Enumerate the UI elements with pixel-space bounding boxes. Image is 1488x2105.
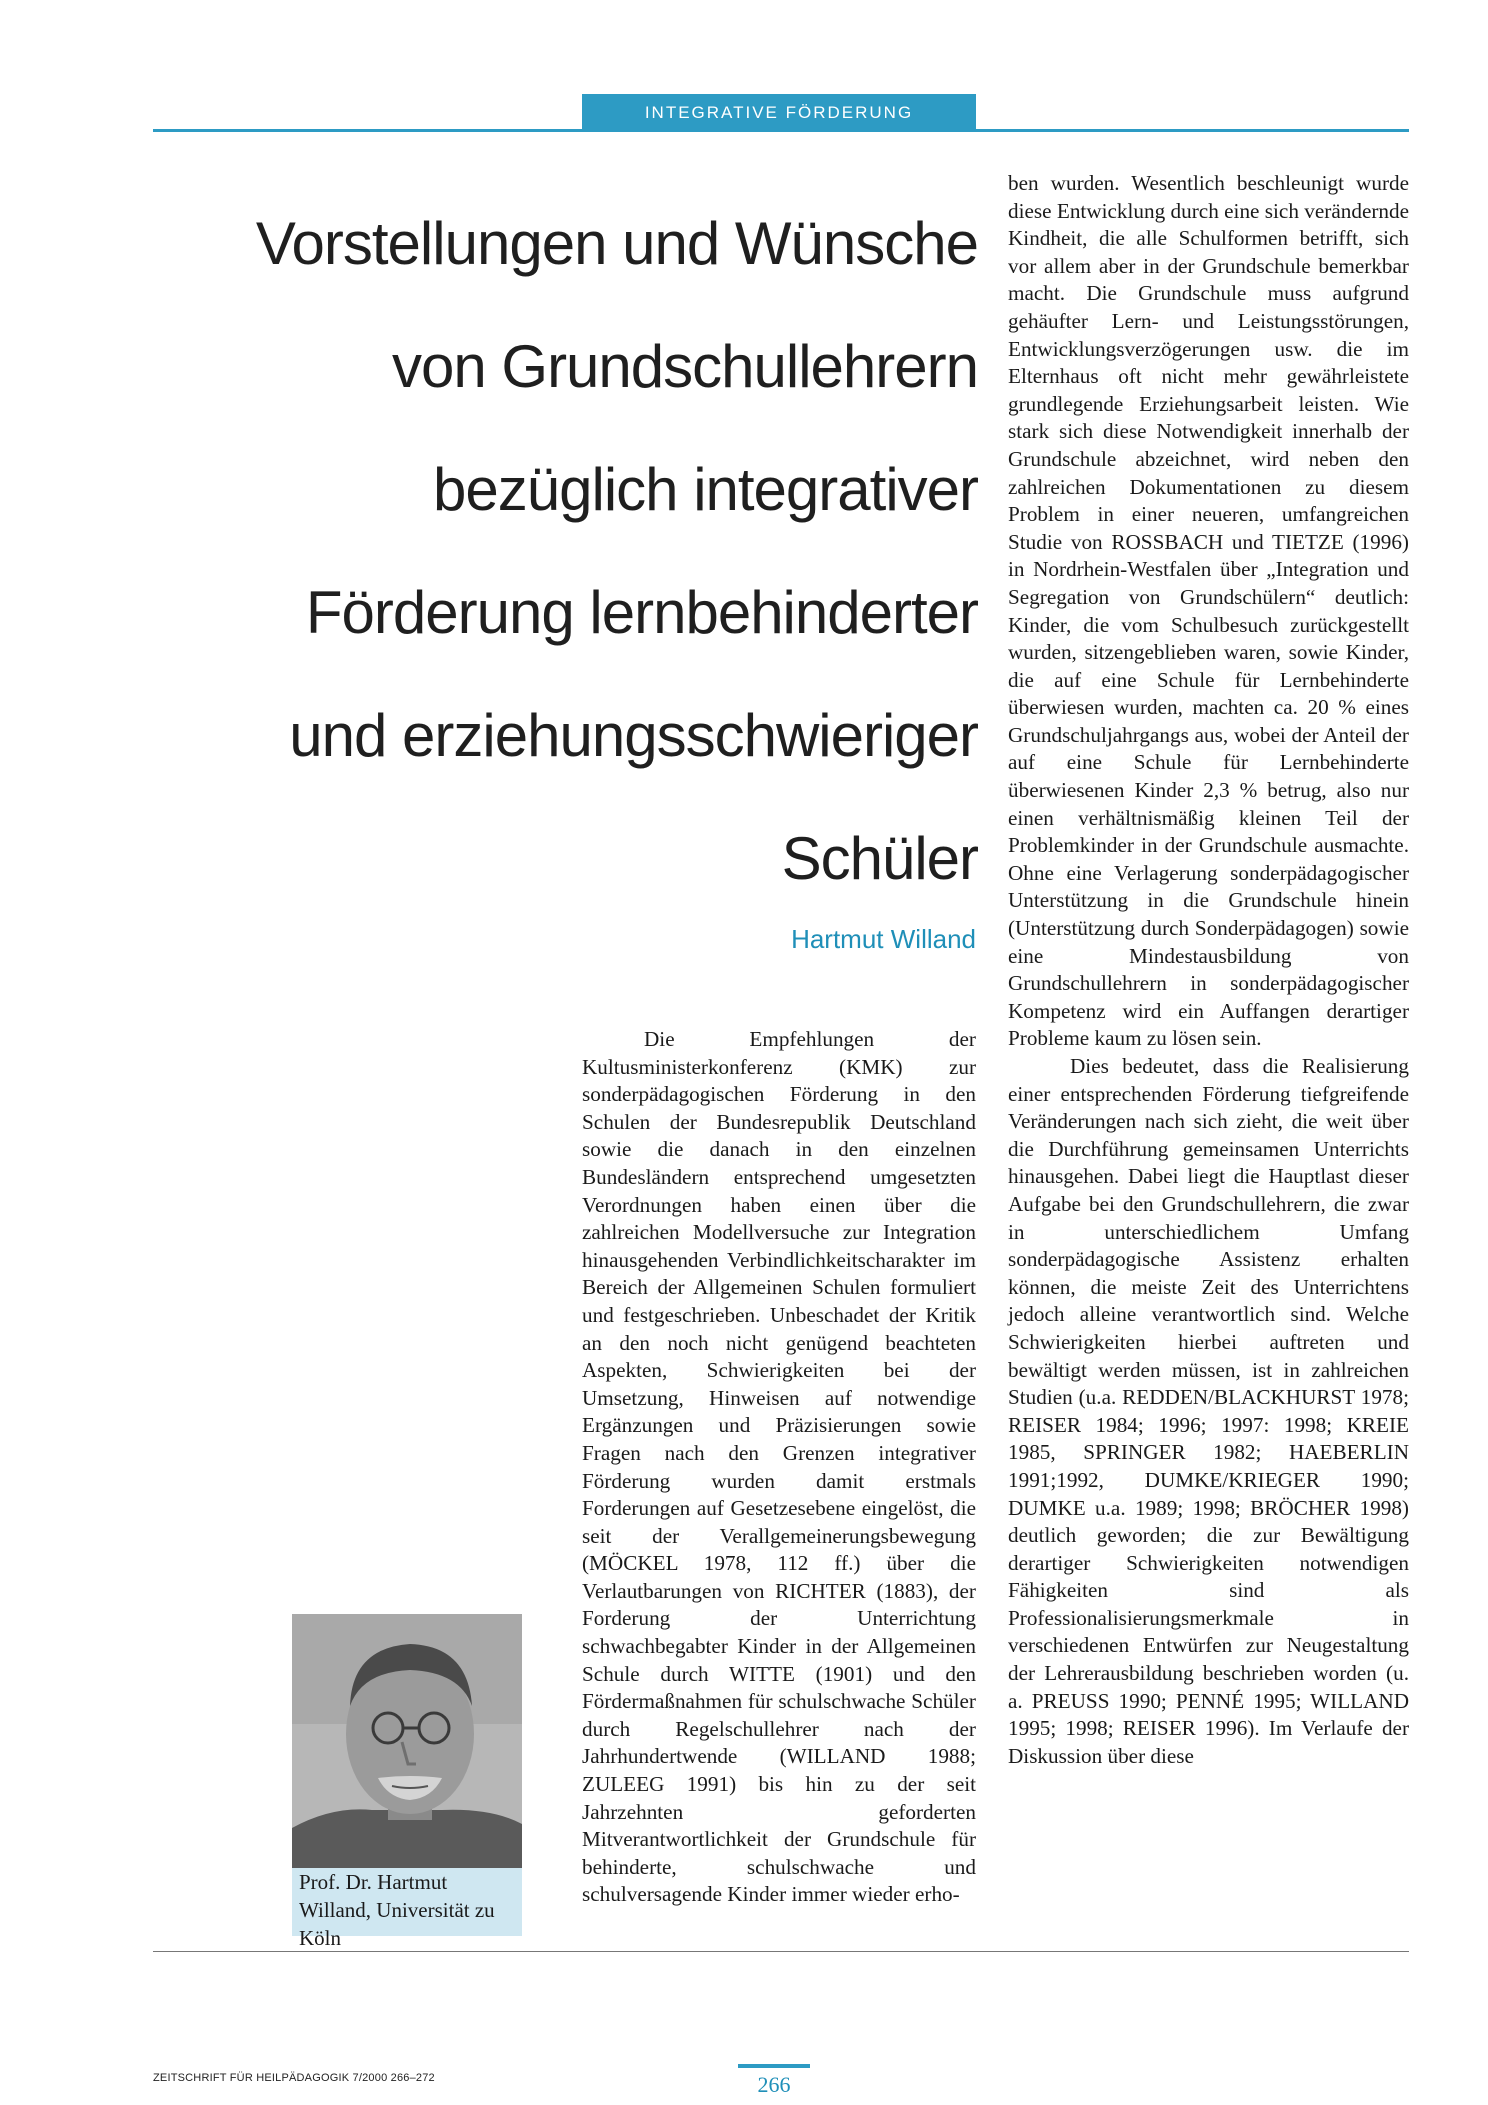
title-line: Schüler bbox=[781, 825, 978, 892]
section-label: INTEGRATIVE FÖRDERUNG bbox=[582, 94, 976, 130]
body-paragraph: ben wurden. Wesentlich beschleunigt wurde diese Entwicklung durch eine sich verändernde Kindheit, die alle Schulformen betrifft, sich vor allem aber in der Grundschule bemerkbar macht. Die Grundschule muss aufgrund gehäufter Lern- und Leistungsstörungen, Entwicklungsverzögerungen usw. die im Elternhaus oft nicht mehr gewährleistete grundlegende Erziehungsarbeit leisten. Wie stark sich diese Notwendigkeit innerhalb der Grundschule abzeichnet, wird neben den zahlreichen Dokumentationen zu diesem Problem in einer neueren, umfangreichen Studie von ROSSBACH und TIETZE (1996) in Nordrhein-Westfalen über „Integration und Segregation von Grundschülern“ deutlich: Kinder, die vom Schulbesuch zurückgestellt wurden, sitzengeblieben waren, sowie Kinder, die auf eine Schule für Lernbehinderte überwiesen wurden, machten ca. 20 % eines Grundschuljahrgangs aus, wobei der Anteil der auf eine Schule für Lernbehinderte überwiesenen Kinder 2,3 % betrug, also nur einen verhältnismäßig kleinen Teil der Problemkinder in der Grundschule ausmachte. Ohne eine Verlagerung sonderpädagogischer Unterstützung in die Grundschule hinein (Unterstützung durch Sonderpädagogen) sowie eine Mindestausbildung von Grundschullehrern in sonderpädagogischer Kompetenz wird ein Auffangen derartiger Probleme kaum zu lösen sein. bbox=[1008, 171, 1409, 1051]
article-title bbox=[180, 182, 978, 920]
photo-caption: Prof. Dr. Hartmut Willand, Universität zu Köln bbox=[299, 1870, 495, 1950]
body-column-middle bbox=[582, 1026, 976, 1909]
journal-reference: ZEITSCHRIFT FÜR HEILPÄDAGOGIK 7/2000 266–272 bbox=[153, 2072, 435, 2084]
title-line: Förderung lernbehinderter bbox=[305, 579, 978, 646]
header-rule bbox=[153, 129, 1409, 132]
title-line: und erziehungsschwieriger bbox=[289, 702, 978, 769]
body-column-right bbox=[1008, 170, 1409, 1770]
body-paragraph: Die Empfehlungen der Kultusministerkonferenz (KMK) zur sonderpädagogischen Förderung in den Schulen der Bundesrepublik Deutschland sowie die danach in den einzelnen Bundesländern entsprechend umgesetzten Verordnungen haben einen über die zahlreichen Modellversuche zur Integration hinausgehenden Verbindlichkeitscharakter im Bereich der Allgemeinen Schulen formuliert und festgeschrieben. Unbeschadet der Kritik an den noch nicht genügend beachteten Aspekten, Schwierigkeiten bei der Umsetzung, Hinweisen auf notwendige Ergänzungen und Präzisierungen sowie Fragen nach den Grenzen integrativer Förderung wurden damit erstmals Forderungen auf Gesetzesebene eingelöst, die seit der Verallgemeinerungsbewegung (MÖCKEL 1978, 112 ff.) über die Verlautbarungen von RICHTER (1883), der Forderung der Unterrichtung schwachbegabter Kinder in der Allgemeinen Schule durch WITTE (1901) und den Fördermaßnahmen für schulschwache Schüler durch Regelschullehrer nach der Jahrhundertwende (WILLAND 1988; ZULEEG 1991) bis hin zu der seit Jahrzehnten geforderten Mitverantwortlichkeit der Grundschule für behinderte, schulschwache und schulversagende Kinder immer wieder erho- bbox=[582, 1027, 976, 1907]
title-line: bezüglich integrativer bbox=[433, 456, 978, 523]
page-number: 266 bbox=[757, 2072, 791, 2097]
title-line: Vorstellungen und Wünsche bbox=[255, 210, 978, 277]
page-number-bar bbox=[738, 2064, 810, 2068]
author-portrait-image bbox=[292, 1614, 522, 1868]
footer-rule bbox=[153, 1951, 1409, 1952]
title-line: von Grundschullehrern bbox=[391, 333, 978, 400]
body-paragraph: Dies bedeutet, dass die Realisierung einer entsprechenden Förderung tiefgreifende Veränderungen nach sich zieht, die weit über die Durchführung gemeinsamen Unterrichts hinausgehen. Dabei liegt die Hauptlast dieser Aufgabe bei den Grundschullehrern, die zwar in unterschiedlichem Umfang sonderpädagogische Assistenz erhalten können, die meiste Zeit des Unterrichtens jedoch alleine verantwortlich sind. Welche Schwierigkeiten hierbei auftreten und bewältigt werden müssen, ist in zahlreichen Studien (u.a. REDDEN/BLACKHURST 1978; REISER 1984; 1996; 1997: 1998; KREIE 1985, SPRINGER 1982; HAEBERLIN 1991;1992, DUMKE/KRIEGER 1990; DUMKE u.a. 1989; 1998; BRÖCHER 1998) deutlich geworden; die zur Bewältigung derartiger Schwierigkeiten notwendigen Fähigkeiten sind als Professionalisierungsmerkmale in verschiedenen Entwürfen zur Neugestaltung der Lehrerausbildung beschrieben worden (u. a. PREUSS 1990; PENNÉ 1995; WILLAND 1995; 1998; REISER 1996). Im Verlaufe der Diskussion über diese bbox=[1008, 1054, 1409, 1768]
author-name: Hartmut Willand bbox=[791, 924, 976, 954]
author-photo bbox=[292, 1614, 522, 1868]
